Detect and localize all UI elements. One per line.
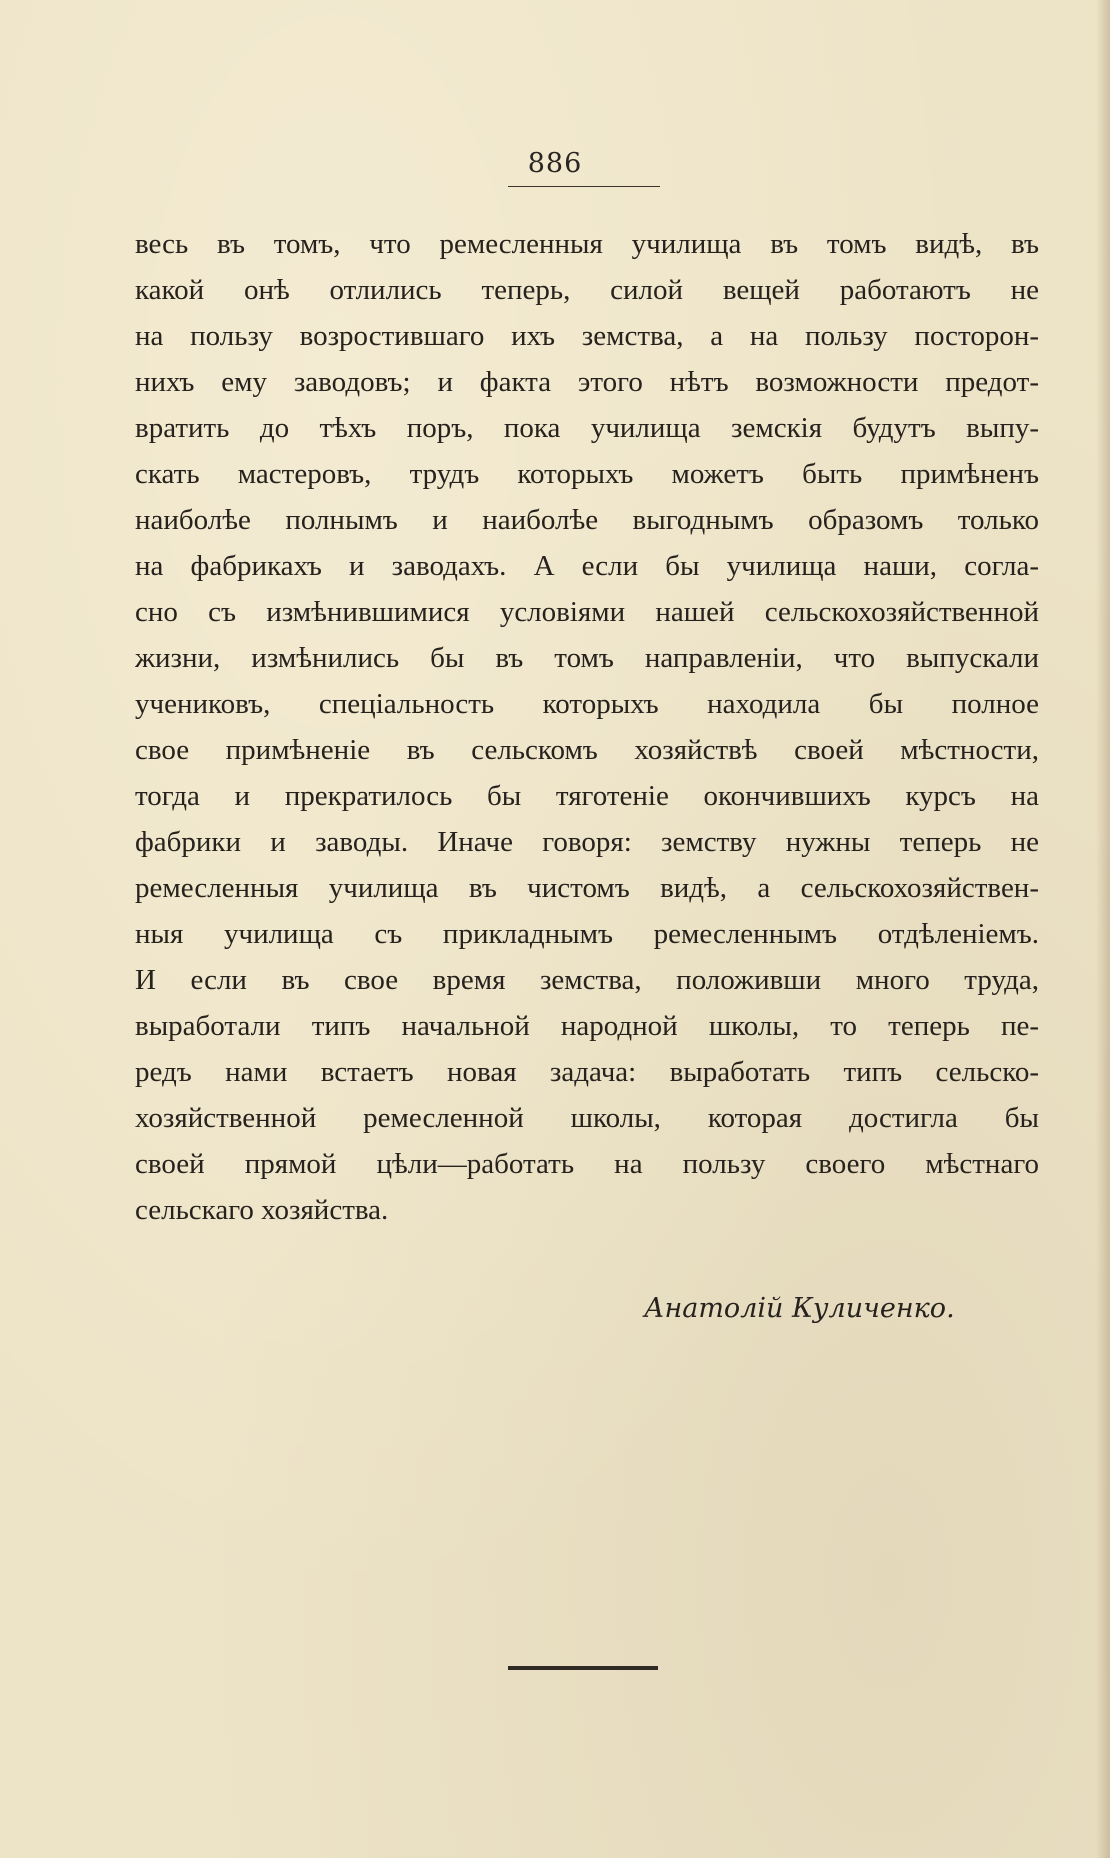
- text-line: выработали типъ начальной народной школы, то теперь пе-: [135, 1010, 1039, 1042]
- header-rule: [508, 186, 660, 187]
- page-edge-shadow: [1096, 0, 1110, 1858]
- text-line: на фабрикахъ и заводахъ. А если бы училища наши, согла-: [135, 550, 1039, 582]
- end-rule: [508, 1666, 658, 1670]
- text-line: хозяйственной ремесленной школы, которая достигла бы: [135, 1102, 1039, 1134]
- text-line: скать мастеровъ, трудъ которыхъ можетъ быть примѣненъ: [135, 458, 1039, 490]
- text-line: своей прямой цѣли—работать на пользу своего мѣстнаго: [135, 1148, 1039, 1180]
- text-line: весь въ томъ, что ремесленныя училища въ томъ видѣ, въ: [135, 228, 1039, 260]
- text-line: ныя училища съ прикладнымъ ремесленнымъ отдѣленіемъ.: [135, 918, 1039, 950]
- text-line: ремесленныя училища въ чистомъ видѣ, а сельскохозяйствен-: [135, 872, 1039, 904]
- text-line: нихъ ему заводовъ; и факта этого нѣтъ возможности предот-: [135, 366, 1039, 398]
- text-line: наиболѣе полнымъ и наиболѣе выгоднымъ образомъ только: [135, 504, 1039, 536]
- text-line: свое примѣненіе въ сельскомъ хозяйствѣ своей мѣстности,: [135, 734, 1039, 766]
- body-text: [135, 221, 1039, 1233]
- text-line: сельскаго хозяйства.: [135, 1194, 389, 1226]
- page-number: 886: [527, 148, 583, 179]
- text-line: фабрики и заводы. Иначе говоря: земству нужны теперь не: [135, 826, 1039, 858]
- text-line: жизни, измѣнились бы въ томъ направленіи, что выпускали: [135, 642, 1039, 674]
- text-line: какой онѣ отлились теперь, силой вещей работаютъ не: [135, 274, 1039, 306]
- text-line: тогда и прекратилось бы тяготеніе окончившихъ курсъ на: [135, 780, 1039, 812]
- text-line: редъ нами встаетъ новая задача: выработать типъ сельско-: [135, 1056, 1039, 1088]
- text-line: вратить до тѣхъ поръ, пока училища земскія будутъ выпу-: [135, 412, 1039, 444]
- text-line: учениковъ, спеціальность которыхъ находила бы полное: [135, 688, 1039, 720]
- text-line: на пользу возростившаго ихъ земства, а на пользу посторон-: [135, 320, 1039, 352]
- text-line: И если въ свое время земства, положивши много труда,: [135, 964, 1039, 996]
- text-line: сно съ измѣнившимися условіями нашей сельскохозяйственной: [135, 596, 1039, 628]
- author-signature: Анатолій Куличенко.: [644, 1293, 955, 1324]
